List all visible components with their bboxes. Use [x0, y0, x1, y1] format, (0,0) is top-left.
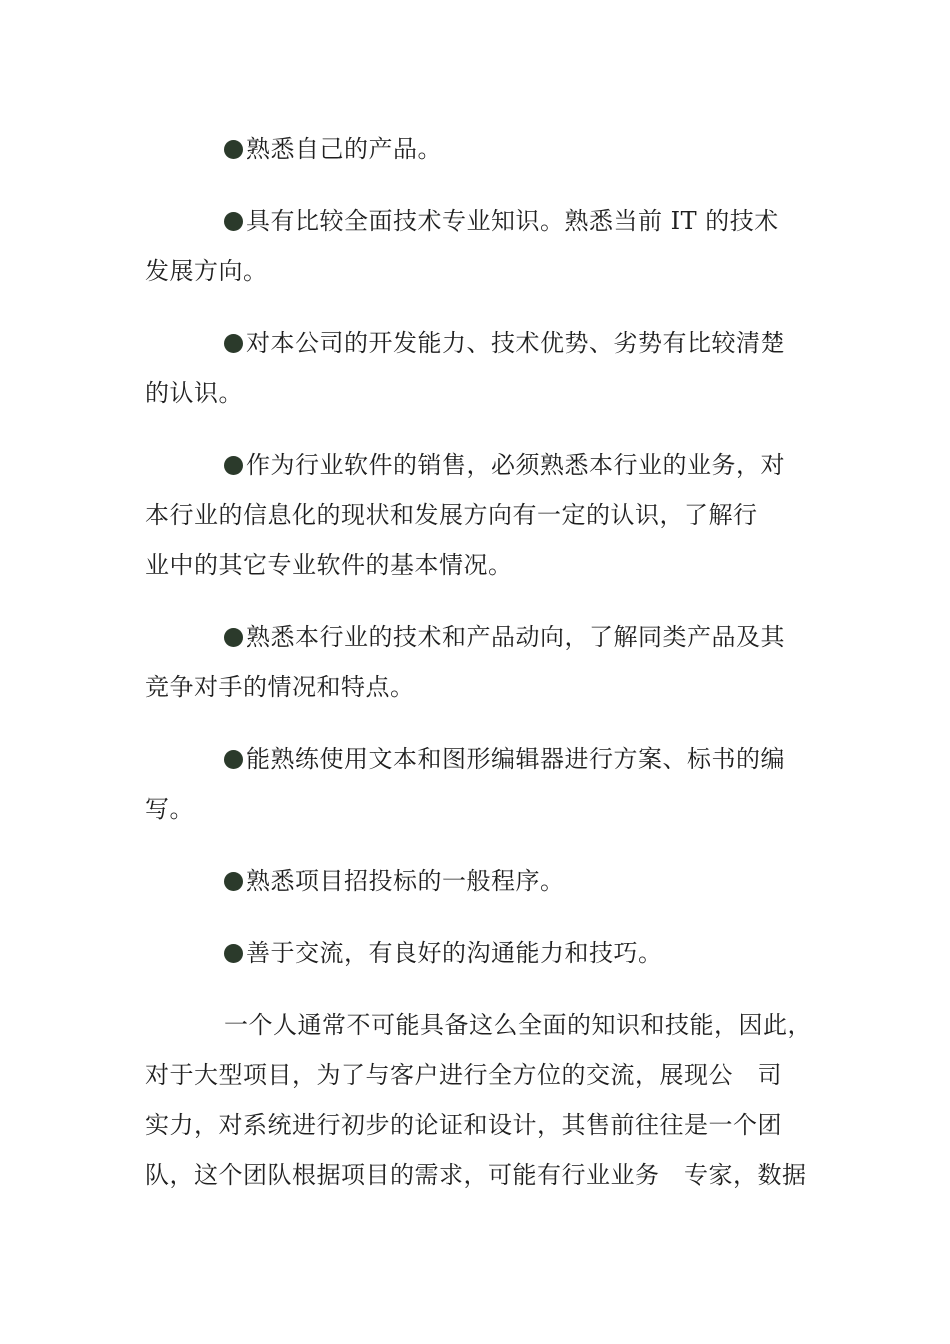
bullet-item-6: [224, 744, 785, 774]
bullet-dot-icon: [224, 944, 243, 963]
bullet-continuation: 的认识。: [145, 379, 243, 407]
bullet-dot-icon: [224, 628, 243, 647]
bullet-dot-icon: [224, 140, 243, 159]
paragraph-line: 对于大型项目，为了与客户进行全方位的交流，展现公 司: [145, 1061, 782, 1089]
bullet-text: 能熟练使用文本和图形编辑器进行方案、标书的编: [246, 745, 785, 773]
bullet-text: 对本公司的开发能力、技术优势、劣势有比较清楚: [246, 329, 785, 357]
bullet-dot-icon: [224, 872, 243, 891]
paragraph-line: 一个人通常不可能具备这么全面的知识和技能，因此，: [224, 1011, 812, 1039]
bullet-text: 具有比较全面技术专业知识。熟悉当前 IT 的技术: [246, 207, 779, 235]
bullet-text: 熟悉自己的产品。: [246, 135, 442, 163]
bullet-text: 熟悉项目招投标的一般程序。: [246, 867, 565, 895]
bullet-text: 作为行业软件的销售，必须熟悉本行业的业务，对: [246, 451, 785, 479]
bullet-text: 熟悉本行业的技术和产品动向，了解同类产品及其: [246, 623, 785, 651]
bullet-item-7: [224, 866, 565, 896]
bullet-continuation: 本行业的信息化的现状和发展方向有一定的认识，了解行: [145, 501, 758, 529]
bullet-item-4: [224, 450, 785, 480]
bullet-dot-icon: [224, 456, 243, 475]
bullet-dot-icon: [224, 212, 243, 231]
bullet-dot-icon: [224, 750, 243, 769]
bullet-continuation: 业中的其它专业软件的基本情况。: [145, 551, 513, 579]
paragraph-line: 实力，对系统进行初步的论证和设计，其售前往往是一个团: [145, 1111, 782, 1139]
bullet-text: 善于交流，有良好的沟通能力和技巧。: [246, 939, 663, 967]
bullet-item-2: [224, 206, 779, 236]
bullet-item-3: [224, 328, 785, 358]
bullet-continuation: 竞争对手的情况和特点。: [145, 673, 415, 701]
bullet-item-5: [224, 622, 785, 652]
bullet-continuation: 发展方向。: [145, 257, 268, 285]
paragraph-line: 队，这个团队根据项目的需求，可能有行业业务 专家，数据: [145, 1161, 807, 1189]
bullet-item-1: [224, 134, 442, 164]
bullet-continuation: 写。: [145, 795, 194, 823]
bullet-item-8: [224, 938, 663, 968]
bullet-dot-icon: [224, 334, 243, 353]
